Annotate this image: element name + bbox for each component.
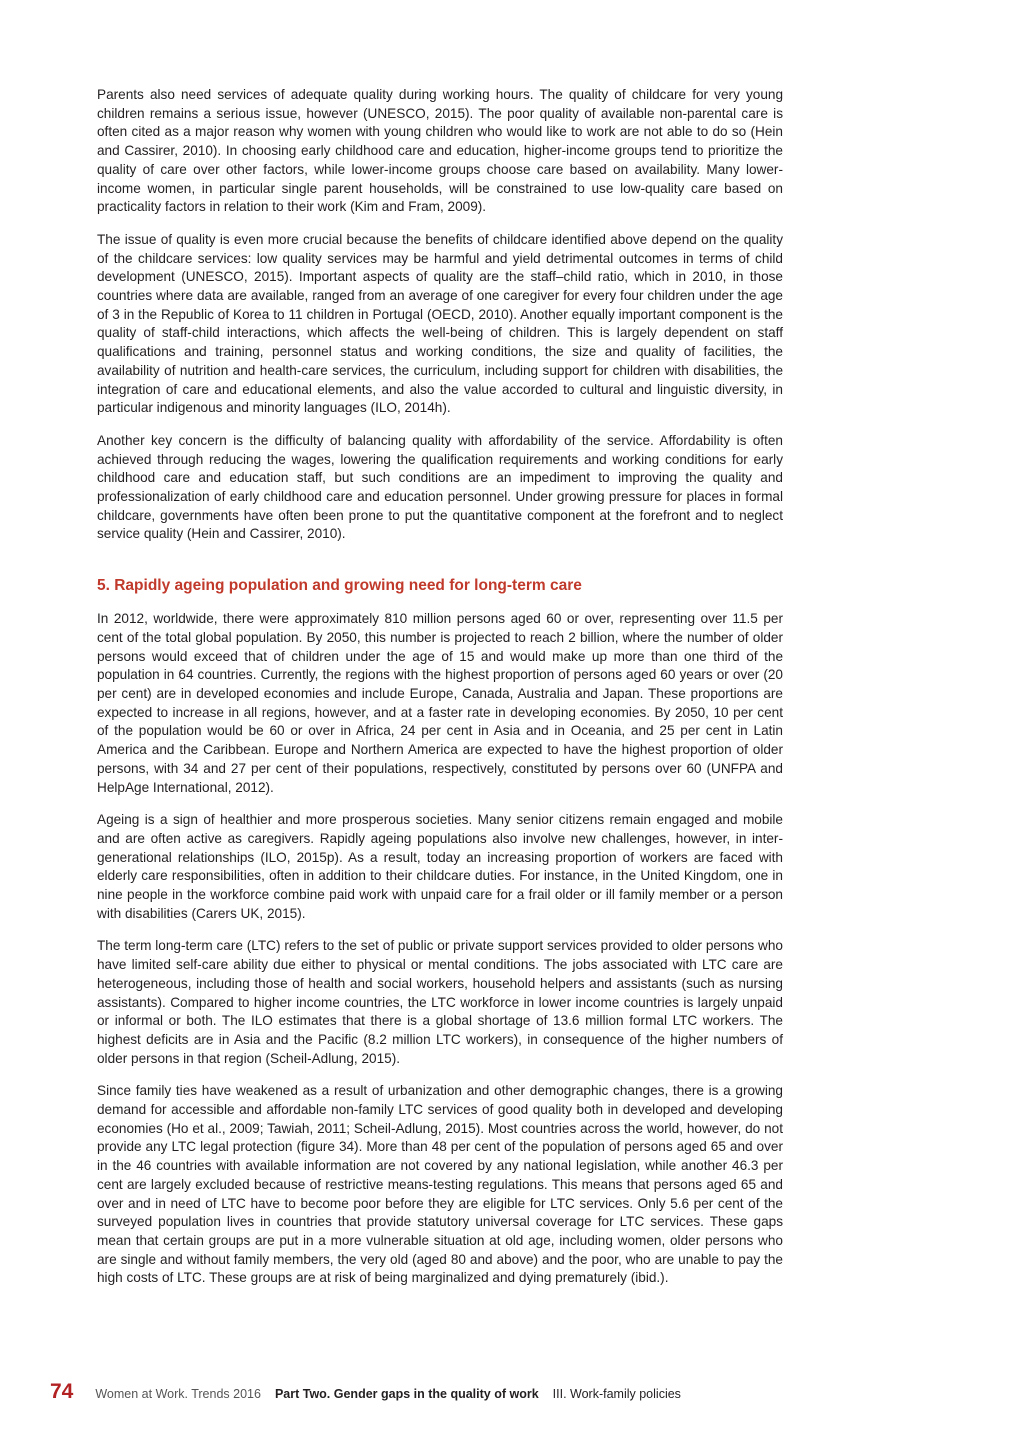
page-number: 74 — [50, 1380, 74, 1403]
paragraph: In 2012, worldwide, there were approximately 810 million persons aged 60 or over, representing over 11.5 per cent of the total global population. By 2050, this number is projected to reach 2 billion, where the number of older persons would exceed that of children under the age of 15 and would make up more than one third of the population in 64 countries. Currently, the regions with the highest proportion of persons aged 60 years or over (20 per cent) are in developed economies and include Europe, Canada, Australia and Japan. These proportions are expected to increase in all regions, however, and at a faster rate in developing economies. By 2050, 10 per cent of the population would be 60 or over in Africa, 24 per cent in Asia and in Oceania, and 25 per cent in Latin America and the Caribbean. Europe and Northern America are expected to have the highest proportion of older persons, with 34 and 27 per cent of their populations, respectively, constituted by persons over 60 (UNFPA and HelpAge International, 2012). — [97, 611, 783, 795]
publication-title: Women at Work. Trends 2016 — [95, 1387, 261, 1401]
paragraph: Another key concern is the difficulty of balancing quality with affordability of the service. Affordability is often achieved through reducing the wages, lowering the qualification requirements and working conditions for early childhood care and education staff, but such conditions are an impediment to improving the quality and professionalization of early childhood care and education personnel. Under growing pressure for places in formal childcare, governments have often been prone to put the quantitative component at the forefront and to neglect service quality (Hein and Cassirer, 2010). — [97, 432, 783, 542]
section-heading: 5. Rapidly ageing population and growing need for long-term care — [97, 577, 582, 595]
part-title: Part Two. Gender gaps in the quality of work — [274, 1387, 539, 1401]
paragraph: The issue of quality is even more crucial because the benefits of childcare identified above depend on the quality of the childcare services: low quality services may be harmful and yield detrimental outcomes in terms of child development (UNESCO, 2015). Important aspects of quality are the staff–child ratio, which in 2010, in those countries where data are available, ranged from an average of one caregiver for every four children under the age of 3 in the Republic of Korea to 11 children in Portugal (OECD, 2010). Another equally important component is the quality of staff-child interactions, which affects the well-being of children. This is largely dependent on staff qualifications and training, personnel status and working conditions, the size and quality of facilities, the availability of nutrition and health-care services, the curriculum, including support for children with disabilities, the integration of care and educational elements, and also the value accorded to cultural and linguistic diversity, in particular indigenous and minority languages (ILO, 2014h). — [97, 231, 783, 416]
page-footer — [50, 1380, 990, 1410]
paragraph: Since family ties have weakened as a result of urbanization and other demographic changes, there is a growing demand for accessible and affordable non-family LTC services of good quality both in developed and developing economies (Ho et al., 2009; Tawiah, 2011; Scheil-Adlung, 2015). Most countries across the world, however, do not provide any LTC legal protection (figure 34). More than 48 per cent of the population of persons aged 65 and over in the 46 countries with available information are not covered by any national legislation, while another 46.3 per cent are largely excluded because of restrictive means-testing regulations. This means that persons aged 65 and over and in need of LTC have to become poor before they are eligible for LTC services. Only 5.6 per cent of the surveyed population lives in countries that provide statutory universal coverage for LTC services. These gaps mean that certain groups are put in a more vulnerable situation at old age, including women, older persons who are single and without family members, the very old (aged 80 and above) and the poor, who are unable to pay the high costs of LTC. These groups are at risk of being marginalized and dying prematurely (ibid.). — [97, 1083, 783, 1286]
chapter-title: III. Work-family policies — [552, 1387, 681, 1401]
page-body — [97, 86, 783, 1302]
paragraph: The term long-term care (LTC) refers to the set of public or private support services provided to older persons who have limited self-care ability due either to physical or mental conditions. The jobs associated with LTC care are heterogeneous, including those of health and social workers, household helpers and assistants (such as nursing assistants). Compared to higher income countries, the LTC workforce in lower income countries is largely unpaid or informal or both. The ILO estimates that there is a global shortage of 13.6 million formal LTC workers. The highest deficits are in Asia and the Pacific (8.2 million LTC workers), in consequence of the higher numbers of older persons in that region (Scheil-Adlung, 2015). — [97, 938, 783, 1066]
paragraph: Ageing is a sign of healthier and more prosperous societies. Many senior citizens remain engaged and mobile and are often active as caregivers. Rapidly ageing populations also involve new challenges, however, in inter-generational relationships (ILO, 2015p). As a result, today an increasing proportion of workers are faced with elderly care responsibilities, often in addition to their childcare duties. For instance, in the United Kingdom, one in nine people in the workforce combine paid work with unpaid care for a frail older or ill family member or a person with disabilities (Carers UK, 2015). — [97, 812, 783, 921]
paragraph: Parents also need services of adequate quality during working hours. The quality of childcare for very young children remains a serious issue, however (UNESCO, 2015). The poor quality of available non-parental care is often cited as a major reason why women with young children who would like to work are not able to do so (Hein and Cassirer, 2010). In choosing early childhood care and education, higher-income groups tend to prioritize the quality of care over other factors, while lower-income groups choose care based on availability. Many lower-income women, in particular single parent households, will be constrained to use low-quality care based on practicality factors in relation to their work (Kim and Fram, 2009). — [97, 87, 783, 215]
